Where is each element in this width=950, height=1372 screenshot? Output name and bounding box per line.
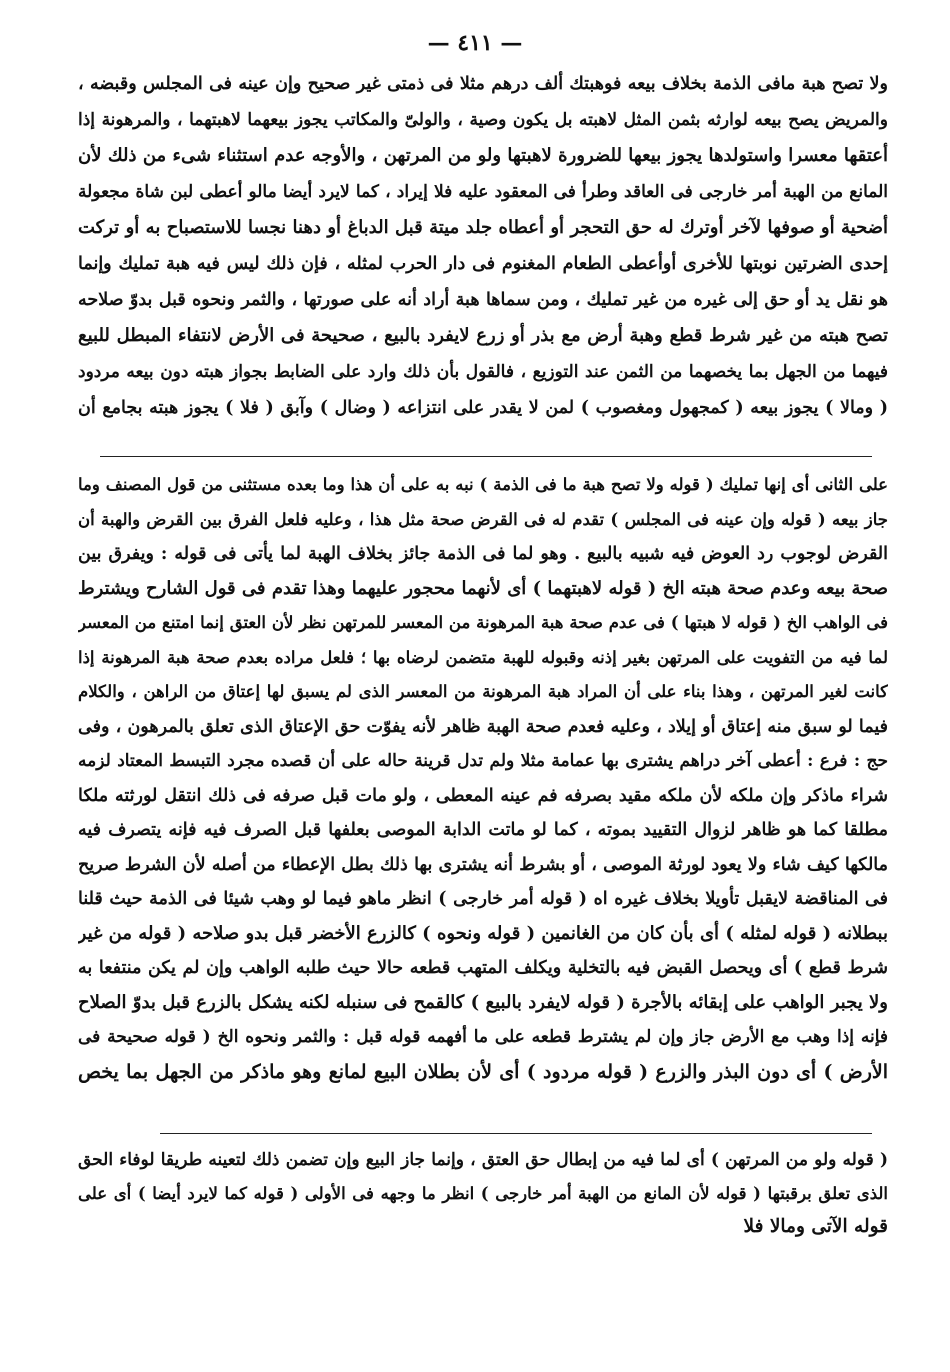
footnote-line: قوله الآتى ومالا فلا (743, 1216, 888, 1237)
commentary-line: ولا يجبر الواهب على إبقائه بالأجرة ( قوله لايفرد بالبيع ) كالقمح فى سنبله لكنه يشكل بالزرع قبل بدوّ الصلاح (78, 991, 888, 1013)
footnote-separator-rule (160, 1133, 872, 1134)
main-text-line: المانع من الهبة أمر خارجى فى العاقد وطرأ فى المعقود عليه فلا إيراد ، كما لايرد أيضا مالو أعطى لبن شاة مجعولة (78, 182, 888, 202)
commentary-line: مطلقا كما هو ظاهر لزوال التقييد بموته ، كما لو ماتت الدابة الموصى بعلفها قبل الصرف فيه فإنه يتصرف فيه (78, 820, 888, 840)
main-text-line: إحدى الضرتين نوبتها للأخرى أوأعطى الطعام المغنوم فى دار الحرب لمثله ، فإن ذلك ليس فيه هبة تمليك وإنما (78, 254, 888, 274)
commentary-line: كانت لغير المرتهن ، وهذا بناء على أن المراد هبة المرهونة من المعسر الذى لم يسبق لها إعتاق من الراهن ، والكلام (78, 682, 888, 701)
main-text-line: ولا تصح هبة مافى الذمة بخلاف بيعه فوهبتك ألف درهم مثلا فى ذمتى غير صحيح وإن عينه فى المجلس وقبضه ، (78, 74, 888, 94)
commentary-line: حج : فرع : أعطى آخر دراهم يشترى بها عمامة مثلا ولم تدل قرينة حاله على أن قصده مجرد التبسط المعتاد لزمه (78, 751, 888, 771)
main-text-line: تصح هبته من غير شرط قطع وهبة أرض مع بذر أو زرع لايفرد بالبيع ، صحيحة فى الأرض لانتفاء المبطل للبيع (78, 325, 888, 346)
commentary-line: على الثانى أى إنها تمليك ( قوله ولا تصح هبة ما فى الذمة ) نبه به على أن هذا وما بعده مستثنى من قول المصنف وما (78, 475, 888, 494)
commentary-line: الأرض ) أى دون البذر والزرع ( قوله مردود ) أى لأن بطلان البيع لمانع وهو ماذكر من الجهل بما يخص (78, 1060, 888, 1083)
main-text-line: أضحية أو صوفها لآخر أوترك له حق التحجر أو أعطاه جلد ميتة قبل الدباغ أو دهنا نجسا للاستصباح به أو تركت (78, 217, 888, 238)
commentary-line: القرض لوجوب رد العوض فيه شبيه بالبيع . وهو لما فى الذمة جائز بخلاف الهبة لما يأتى فى قوله : ويفرق بين (78, 544, 888, 564)
main-text-line: ( ومالا ) يجوز بيعه ( كمجهول ومغصوب ) لمن لا يقدر على انتزاعه ( وضال ) وآبق ( فلا ) يجوز هبته بجامع أن (78, 398, 888, 418)
commentary-line: ببطلانه ( قوله لمثله ) أى بأن كان من الغانمين ( قوله ونحوه ) كالزرع الأخضر قبل بدو صلاحه ( قوله من غير (78, 922, 888, 944)
footnote-line: ( قوله ولو من المرتهن ) أى لما فيه من إبطال حق العتق ، وإنما جاز البيع وإن تضمن ذلك لتعينه طريقا لوفاء الحق (78, 1150, 888, 1170)
commentary-line: جاز بيعه ( قوله وإن عينه فى المجلس ) تقدم له فى القرض صحة مثل هذا ، وعليه فلعل الفرق بين القرض والهبة أن (78, 509, 888, 529)
main-text-line: هو نقل يد أو حق إلى غيره من غير تمليك ، ومن سماها هبة أراد أنه على صورتها ، والثمر ونحوه قبل بدوّ صلاحه (78, 290, 888, 310)
main-text (78, 66, 888, 426)
commentary-line: فى الواهب الخ ( قوله لا هبتها ) فى عدم صحة هبة المرهونة من المعسر للمرتهن نظر لأن العتق إنما امتنع من المعسر (78, 613, 888, 632)
commentary-text (78, 468, 888, 1089)
main-text-line: أعتقها معسرا واستولدها يجوز بيعها للضرورة لاهبتها ولو من المرتهن ، والأوجه عدم استثناء شىء من ذلك لأن (78, 145, 888, 166)
commentary-line: فيما لو سبق منه إعتاق أو إيلاد ، وعليه فعدم صحة الهبة ظاهر لأنه يفوّت حق الإعتاق الذى تعلق بالمرهون ، وفى (78, 716, 888, 737)
page-number: — ٤١١ — (427, 30, 523, 56)
commentary-line: شراء ماذكر وإن ملكه لأن ملكه مقيد بصرفه فم عينه المعطى ، ولو مات قبل صرفه فى ذلك انتقل لورثته ملكا (78, 785, 888, 806)
commentary-line: شرط قطع ) أى ويحصل القبض فيه بالتخلية ويكلف المتهب قطعه حالا حيث طلبه الواهب وإن لم يكن منتفعا به (78, 958, 888, 978)
main-text-line: فيهما من الجهل بما يخصهما من الثمن عند التوزيع ، فالقول بأن ذلك وارد على الضابط بجواز هبته دون بيعه مردود (78, 362, 888, 382)
main-separator-rule (100, 456, 872, 457)
commentary-line: فإنه إذا وهب مع الأرض جاز وإن لم يشترط قطعه على ما أفهمه قوله قبل : والثمر ونحوه الخ ( قوله صحيحة فى (78, 1027, 888, 1047)
commentary-line: مالكها كيف شاء ولا يعود لورثة الموصى ، أو بشرط أنه يشترى بها ذلك بطل الإعطاء من أصله لأن الشرط صريح (78, 854, 888, 875)
main-text-line: والمريض يصح بيعه لوارثه بثمن المثل لاهبته بل يكون وصية ، والولىّ والمكاتب يجوز بيعهما لاهبتهما ، والمرهونة إذا (78, 110, 888, 130)
commentary-line: فى المناقضة لايقبل تأويلا بخلاف غيره اه ( قوله أمر خارجى ) انظر ماهو فيما لو وهب شيئا فى الذمة حيث قلنا (78, 889, 888, 909)
commentary-line: صحة بيعه وعدم صحة هبته الخ ( قوله لاهبتهما ) أى لأنهما محجور عليهما وهذا تقدم فى قول الشارح ويشترط (78, 577, 888, 599)
footnote-text (78, 1144, 888, 1243)
commentary-line: لما فيه من التفويت على المرتهن بغير إذنه وقبوله للهبة متضمن لرضاه بها ؛ فلعل مراده بعدم صحة هبة المرهونة إذا (78, 647, 888, 667)
footnote-line: الذى تعلق برقبتها ( قوله لأن المانع من الهبة أمر خارجى ) انظر ما وجهه فى الأولى ( قوله كما لايرد أيضا ) أى على (78, 1184, 888, 1203)
